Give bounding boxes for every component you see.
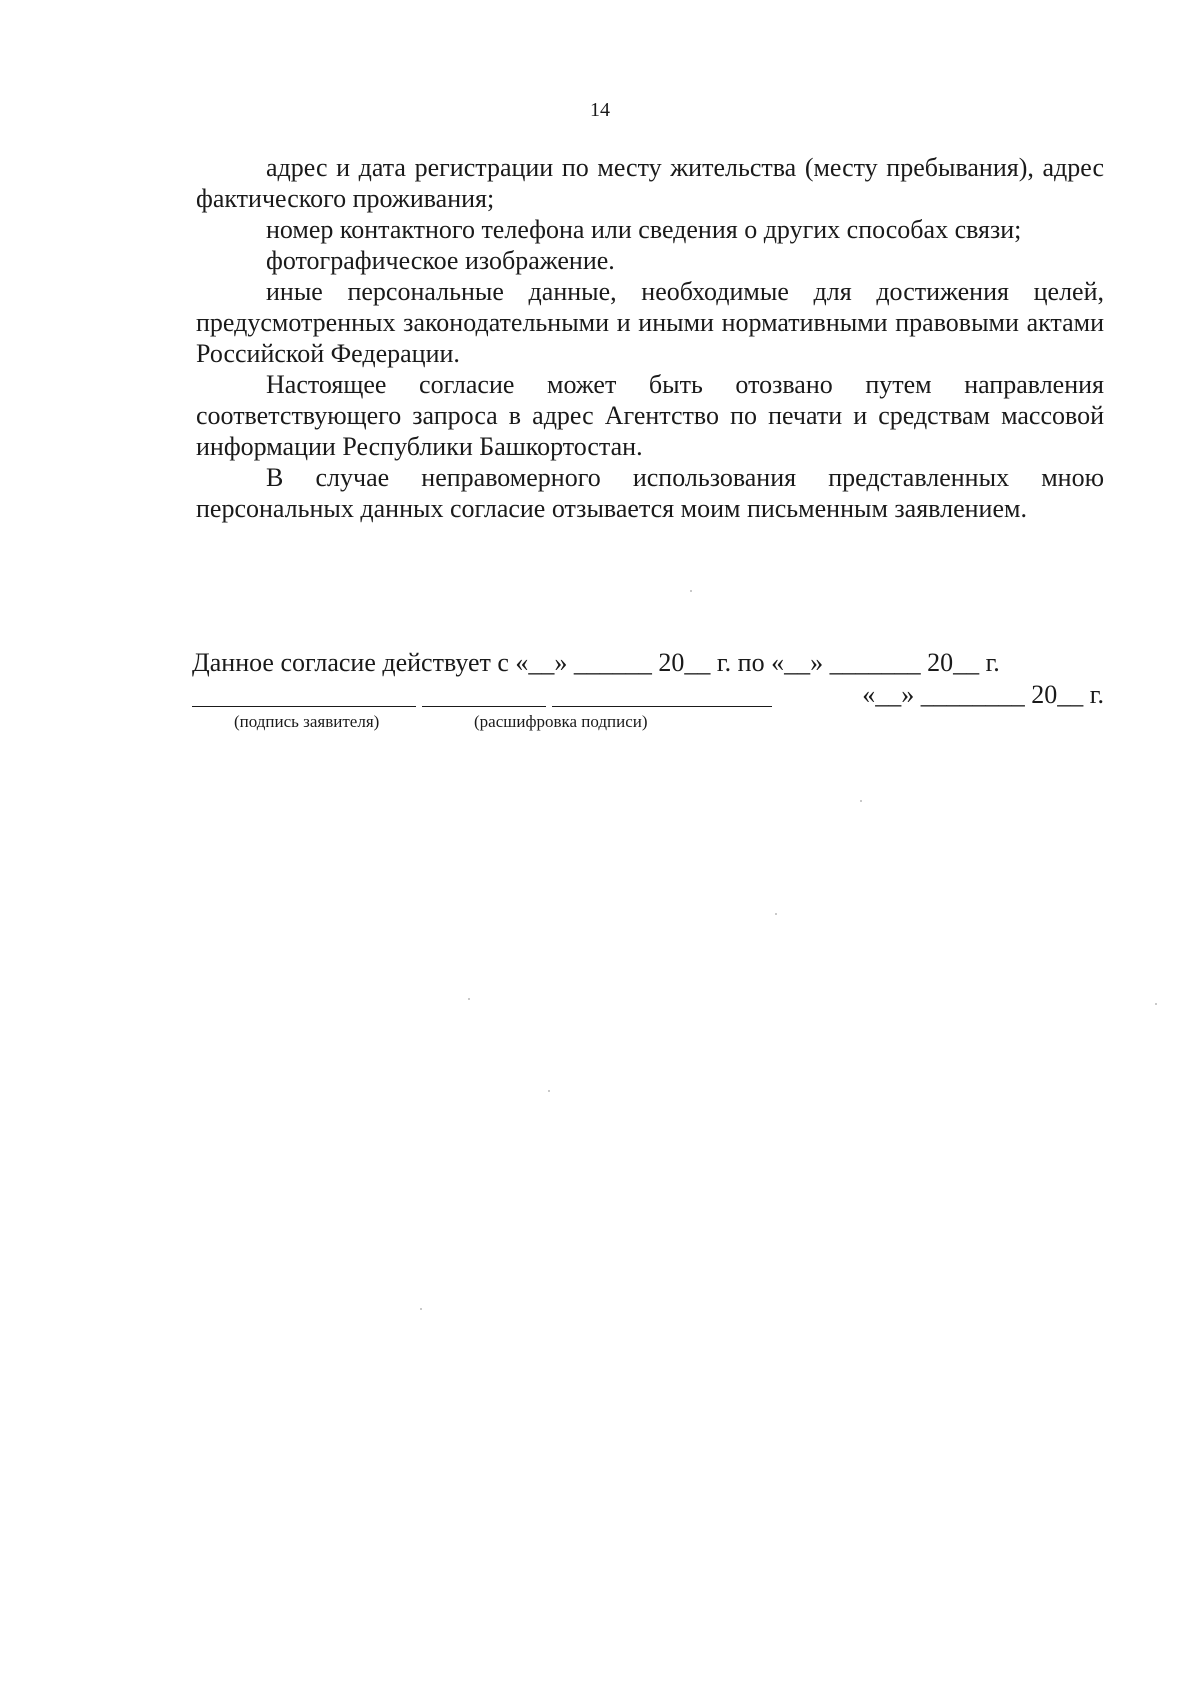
caption-transcript: (расшифровка подписи) [474, 712, 648, 731]
scan-speck [690, 590, 692, 592]
document-body [196, 152, 1104, 524]
scan-speck [775, 913, 777, 915]
scan-speck [1155, 1003, 1157, 1005]
paragraph-photo: фотографическое изображение. [266, 246, 615, 275]
caption-signature: (подпись заявителя) [234, 712, 380, 731]
paragraph-misuse: В случае неправомерного использования представленных мною персональных данных согласие отзывается моим письменным заявлением. [196, 463, 1104, 523]
signature-underline-middle [422, 706, 546, 707]
scan-speck [548, 1090, 550, 1092]
scan-speck [420, 1308, 422, 1310]
signature-underline [192, 706, 416, 707]
signature-block [192, 648, 1104, 734]
paragraph-revocation: Настоящее согласие может быть отозвано путем направления соответствующего запроса в адрес Агентство по печати и средствам массовой информации Республики Башкортостан. [196, 370, 1104, 461]
scan-speck [860, 800, 862, 802]
paragraph-phone: номер контактного телефона или сведения о других способах связи; [266, 215, 1022, 244]
transcript-underline [552, 706, 772, 707]
scan-speck [468, 998, 470, 1000]
signature-captions [192, 712, 1104, 734]
signature-row [192, 680, 1104, 712]
signature-date: «__» ________ 20__ г. [862, 680, 1104, 709]
validity-period-line: Данное согласие действует с «__» ______ 20__ г. по «__» _______ 20__ г. [192, 648, 1000, 677]
paragraph-other-data: иные персональные данные, необходимые для достижения целей, предусмотренных законодательными и иными нормативными правовыми актами Российской Федерации. [196, 277, 1104, 368]
paragraph-address: адрес и дата регистрации по месту жительства (месту пребывания), адрес фактического проживания; [196, 153, 1104, 213]
page-number: 14 [590, 99, 610, 121]
